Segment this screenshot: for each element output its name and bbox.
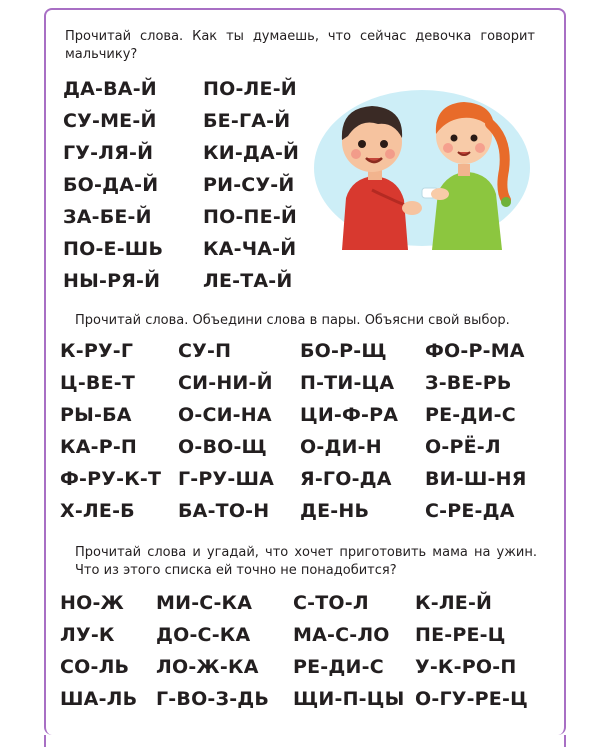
word: КА-ЧА-Й [203, 238, 297, 260]
task-2-instruction: Прочитай слова. Объедини слова в пары. Объясни свой выбор. [75, 313, 510, 328]
word: ФО-Р-МА [425, 340, 525, 362]
task-3-instruction: Прочитай слова и угадай, что хочет приготовить мама на ужин. Что из этого списка ей точно не понадобится? [75, 545, 537, 578]
word: У-К-РО-П [415, 656, 517, 678]
word: БЕ-ГА-Й [203, 110, 291, 132]
word: НО-Ж [60, 592, 124, 614]
children-illustration [312, 80, 532, 250]
word: ЛЕ-ТА-Й [203, 270, 293, 292]
word: З-ВЕ-РЬ [425, 372, 512, 394]
word: СУ-П [178, 340, 232, 362]
word: БО-ДА-Й [63, 174, 159, 196]
word: ЛУ-К [60, 624, 115, 646]
word: ЗА-БЕ-Й [63, 206, 152, 228]
word: МА-С-ЛО [293, 624, 390, 646]
word: СИ-НИ-Й [178, 372, 273, 394]
word: ЦИ-Ф-РА [300, 404, 399, 426]
word: НЫ-РЯ-Й [63, 270, 161, 292]
word: ПО-ПЕ-Й [203, 206, 298, 228]
word: РЕ-ДИ-С [293, 656, 384, 678]
word: О-ГУ-РЕ-Ц [415, 688, 528, 710]
word: КИ-ДА-Й [203, 142, 300, 164]
word: О-ВО-Щ [178, 436, 267, 458]
word: СО-ЛЬ [60, 656, 130, 678]
word: С-ТО-Л [293, 592, 369, 614]
word: О-СИ-НА [178, 404, 272, 426]
word: Г-ВО-З-ДЬ [156, 688, 270, 710]
word: ДА-ВА-Й [63, 78, 157, 100]
word: ПО-Е-ШЬ [63, 238, 164, 260]
word: ЛО-Ж-КА [156, 656, 259, 678]
word: ДЕ-НЬ [300, 500, 370, 522]
task-1-instruction: Прочитай слова. Как ты думаешь, что сейчас девочка говорит мальчику? [65, 29, 535, 62]
word: ПО-ЛЕ-Й [203, 78, 297, 100]
word: О-РЁ-Л [425, 436, 501, 458]
word: КА-Р-П [60, 436, 138, 458]
word: МИ-С-КА [156, 592, 253, 614]
word: П-ТИ-ЦА [300, 372, 395, 394]
word: К-РУ-Г [60, 340, 134, 362]
word: С-РЕ-ДА [425, 500, 515, 522]
word: РЕ-ДИ-С [425, 404, 516, 426]
word: Х-ЛЕ-Б [60, 500, 135, 522]
word: ЩИ-П-ЦЫ [293, 688, 405, 710]
word: Ц-ВЕ-Т [60, 372, 136, 394]
word: ДО-С-КА [156, 624, 251, 646]
word: ВИ-Ш-НЯ [425, 468, 527, 490]
word: ПЕ-РЕ-Ц [415, 624, 506, 646]
word: ША-ЛЬ [60, 688, 138, 710]
word: Г-РУ-ША [178, 468, 275, 490]
word: БО-Р-Щ [300, 340, 387, 362]
word: ГУ-ЛЯ-Й [63, 142, 154, 164]
word: Ф-РУ-К-Т [60, 468, 162, 490]
word: БА-ТО-Н [178, 500, 270, 522]
word: СУ-МЕ-Й [63, 110, 157, 132]
word: РИ-СУ-Й [203, 174, 295, 196]
word: РЫ-БА [60, 404, 132, 426]
word: Я-ГО-ДА [300, 468, 392, 490]
word: О-ДИ-Н [300, 436, 382, 458]
word: К-ЛЕ-Й [415, 592, 493, 614]
